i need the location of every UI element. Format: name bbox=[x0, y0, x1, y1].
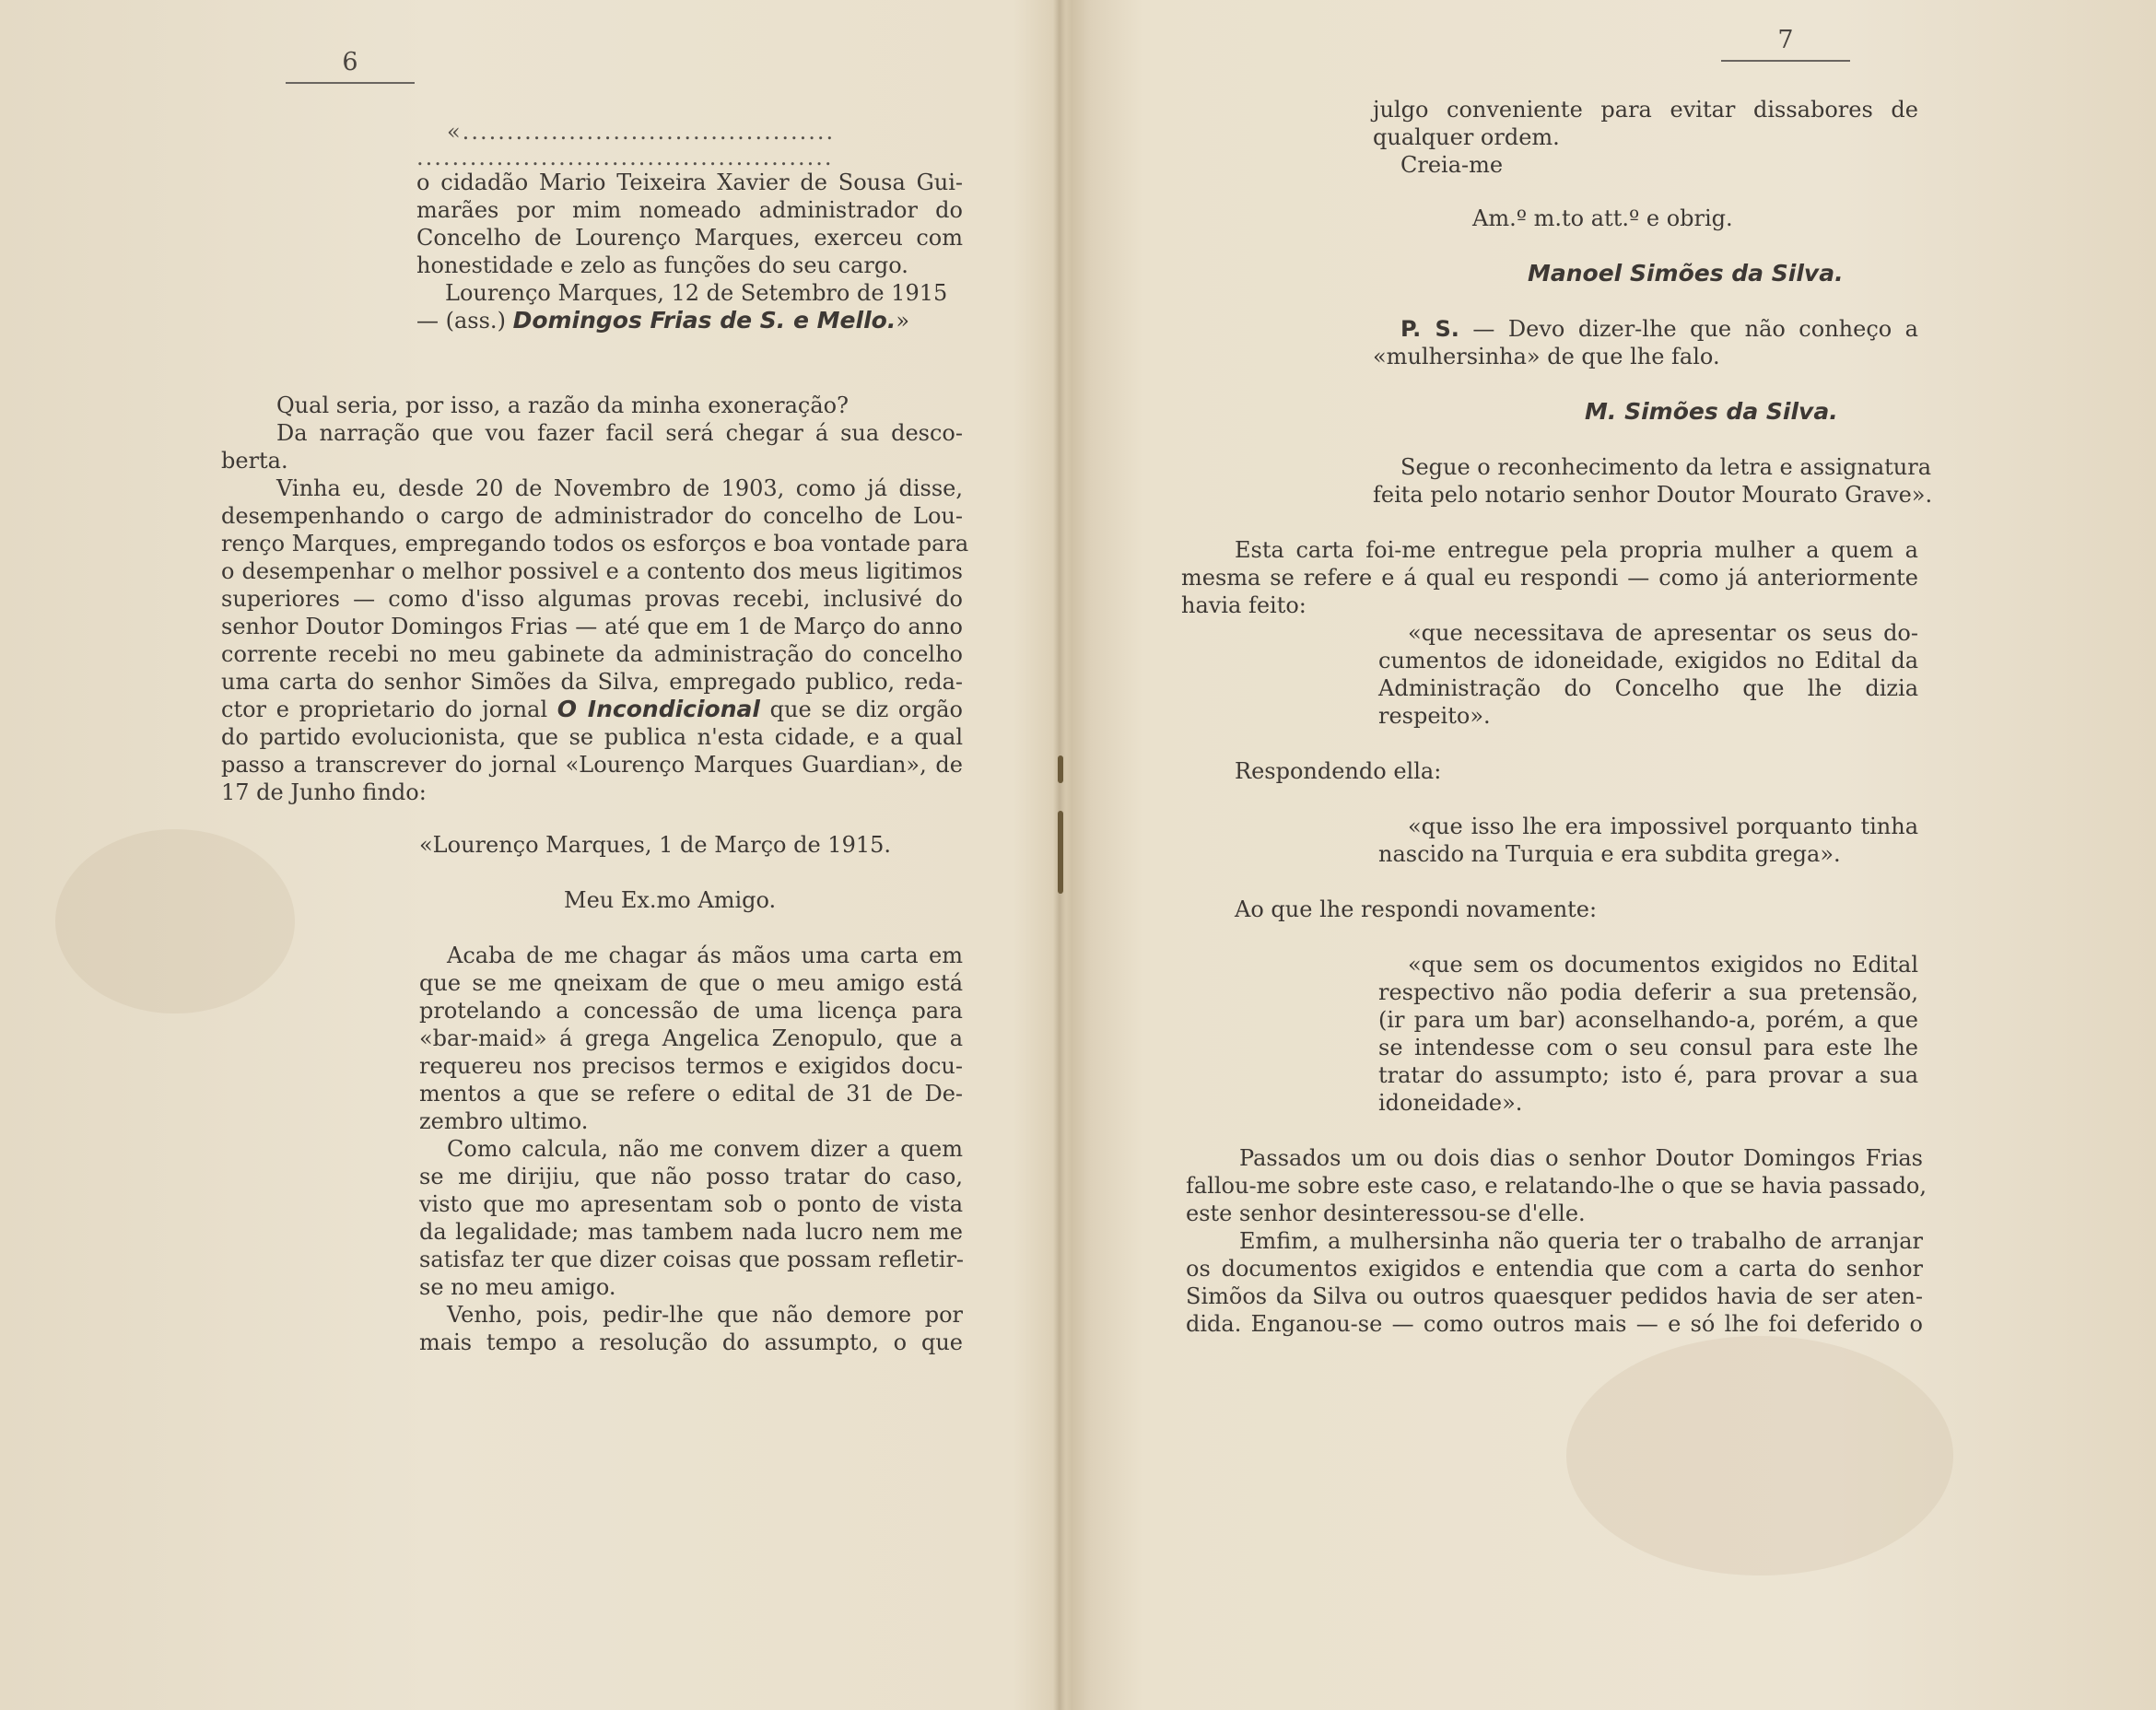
text-line: feita pelo notario senhor Doutor Mourato Grave». bbox=[1373, 482, 1933, 508]
text-line: Simõos da Silva ou outros quaesquer pedidos havia de ser aten- bbox=[1186, 1283, 1923, 1309]
text-line: tratar do assumpto; isto é, para provar a sua bbox=[1378, 1062, 1918, 1088]
text-line: Lourenço Marques, 12 de Setembro de 1915 bbox=[445, 280, 948, 306]
text-line: berta. bbox=[221, 448, 288, 474]
text-line: que se me qneixam de que o meu amigo está bbox=[419, 970, 963, 996]
page-number-rule bbox=[286, 82, 415, 84]
left-page bbox=[0, 0, 1064, 1710]
text-line: nascido na Turquia e era subdita grega». bbox=[1378, 841, 1841, 867]
text-line: renço Marques, empregando todos os esforços e boa vontade para bbox=[221, 531, 969, 556]
text-line: «bar-maid» á grega Angelica Zenopulo, que a bbox=[419, 1025, 963, 1051]
page-number-rule bbox=[1721, 60, 1850, 62]
text-line: se no meu amigo. bbox=[419, 1274, 616, 1300]
text-span: — Devo dizer-lhe que não conheço a bbox=[1472, 316, 1918, 342]
signature-name: Domingos Frias de S. e Mello. bbox=[512, 307, 896, 334]
ps-label: P. S. bbox=[1400, 316, 1459, 342]
text-line: qualquer ordem. bbox=[1373, 124, 1560, 150]
text-line: Administração do Concelho que lhe dizia bbox=[1378, 675, 1918, 701]
text-line: Venho, pois, pedir-lhe que não demore por bbox=[447, 1302, 963, 1328]
text-line: os documentos exigidos e entendia que com a carta do senhor bbox=[1186, 1256, 1923, 1282]
text-line: cumentos de idoneidade, exigidos no Edital da bbox=[1378, 648, 1918, 673]
text-line: Emfim, a mulhersinha não queria ter o trabalho de arranjar bbox=[1239, 1228, 1923, 1254]
text-line: visto que mo apresentam sob o ponto de vista bbox=[419, 1191, 963, 1217]
postscript-signature: M. Simões da Silva. bbox=[1585, 398, 1838, 425]
text-line: corrente recebi no meu gabinete da administração do concelho bbox=[221, 641, 963, 667]
text-line bbox=[221, 696, 963, 723]
text-line: respectivo não podia deferir a sua pretensão, bbox=[1378, 979, 1918, 1005]
quote-close: » bbox=[896, 308, 909, 334]
text-line: da legalidade; mas tambem nada lucro nem me bbox=[419, 1219, 963, 1245]
text-line: satisfaz ter que dizer coisas que possam refletir- bbox=[419, 1247, 965, 1272]
text-line: mais tempo a resolução do assumpto, o que bbox=[419, 1329, 963, 1355]
text-line: dida. Enganou-se — como outros mais — e só lhe foi deferido o bbox=[1186, 1311, 1923, 1337]
ellipsis-line: «.......................................... bbox=[447, 119, 836, 145]
page-number bbox=[1721, 26, 1850, 62]
page-number-text: 6 bbox=[342, 48, 358, 76]
text-line: «que isso lhe era impossivel porquanto tinha bbox=[1408, 814, 1918, 839]
text-line: Respondendo ella: bbox=[1235, 758, 1442, 784]
letter-closing: Am.º m.to att.º e obrig. bbox=[1472, 205, 1733, 231]
text-span: que se diz orgão bbox=[759, 697, 963, 722]
text-line: «mulhersinha» de que lhe falo. bbox=[1373, 344, 1720, 369]
text-line: se intendesse com o seu consul para este lhe bbox=[1378, 1035, 1918, 1060]
text-line: Vinha eu, desde 20 de Novembro de 1903, como já disse, bbox=[276, 475, 963, 501]
text-line: superiores — como d'isso algumas provas recebi, inclusivé do bbox=[221, 586, 963, 612]
postscript-line bbox=[1400, 315, 1918, 343]
text-line: zembro ultimo. bbox=[419, 1108, 589, 1134]
text-line: Como calcula, não me convem dizer a quem bbox=[447, 1136, 963, 1162]
letter-salutation: Meu Ex.mo Amigo. bbox=[564, 887, 777, 913]
text-line: desempenhando o cargo de administrador do concelho de Lou- bbox=[221, 503, 963, 529]
text-line: honestidade e zelo as funções do seu cargo. bbox=[416, 252, 908, 278]
text-line: julgo conveniente para evitar dissabores de bbox=[1373, 97, 1918, 123]
text-line: Concelho de Lourenço Marques, exerceu com bbox=[416, 225, 963, 251]
page-number bbox=[286, 48, 415, 84]
text-line: o cidadão Mario Teixeira Xavier de Sousa Gui- bbox=[416, 170, 963, 195]
text-line: idoneidade». bbox=[1378, 1090, 1523, 1116]
text-line: fallou-me sobre este caso, e relatando-lhe o que se havia passado, bbox=[1186, 1173, 1928, 1199]
text-line: Creia-me bbox=[1400, 152, 1504, 178]
text-line: «que necessitava de apresentar os seus do- bbox=[1408, 620, 1918, 646]
text-span: ctor e proprietario do jornal bbox=[221, 697, 557, 722]
text-line: havia feito: bbox=[1181, 592, 1306, 618]
page-number-text: 7 bbox=[1777, 26, 1794, 54]
text-line: do partido evolucionista, que se publica n'esta cidade, e a qual bbox=[221, 724, 963, 750]
text-line: mentos a que se refere o edital de 31 de De- bbox=[419, 1081, 963, 1107]
ellipsis-line: ............................................... bbox=[416, 145, 834, 170]
letter-signature: Manoel Simões da Silva. bbox=[1528, 260, 1844, 287]
text-line: requereu nos precisos termos e exigidos docu- bbox=[419, 1053, 963, 1079]
newspaper-title: O Incondicional bbox=[557, 696, 760, 722]
text-line: protelando a concessão de uma licença para bbox=[419, 998, 963, 1024]
text-line: se me dirijiu, que não posso tratar do caso, bbox=[419, 1164, 963, 1189]
letter-date: «Lourenço Marques, 1 de Março de 1915. bbox=[419, 832, 892, 858]
text-line: marães por mim nomeado administrador do bbox=[416, 197, 963, 223]
text-line: Da narração que vou fazer facil será chegar á sua desco- bbox=[276, 420, 963, 446]
text-line: mesma se refere e á qual eu respondi — como já anteriormente bbox=[1181, 565, 1918, 591]
text-line: senhor Doutor Domingos Frias — até que em 1 de Março do anno bbox=[221, 614, 963, 639]
text-line: Esta carta foi-me entregue pela propria mulher a quem a bbox=[1235, 537, 1918, 563]
sig-prefix: — (ass.) bbox=[416, 308, 513, 334]
text-line: este senhor desinteressou-se d'elle. bbox=[1186, 1201, 1586, 1226]
text-line: passo a transcrever do jornal «Lourenço Marques Guardian», de bbox=[221, 752, 963, 778]
text-line: uma carta do senhor Simões da Silva, empregado publico, reda- bbox=[221, 669, 963, 695]
text-line: 17 de Junho findo: bbox=[221, 779, 427, 805]
text-line: Qual seria, por isso, a razão da minha exoneração? bbox=[276, 392, 849, 418]
text-line: (ir para um bar) aconselhando-a, porém, a que bbox=[1378, 1007, 1918, 1033]
text-line: Segue o reconhecimento da letra e assignatura bbox=[1400, 454, 1932, 480]
signature-line bbox=[416, 307, 909, 334]
text-line: «que sem os documentos exigidos no Edital bbox=[1408, 952, 1918, 978]
text-line: o desempenhar o melhor possivel e a contento dos meus ligitimos bbox=[221, 558, 963, 584]
text-line: Passados um ou dois dias o senhor Doutor Domingos Frias bbox=[1239, 1145, 1923, 1171]
text-line: respeito». bbox=[1378, 703, 1491, 729]
text-line: Ao que lhe respondi novamente: bbox=[1235, 896, 1598, 922]
text-line: Acaba de me chagar ás mãos uma carta em bbox=[447, 943, 963, 968]
